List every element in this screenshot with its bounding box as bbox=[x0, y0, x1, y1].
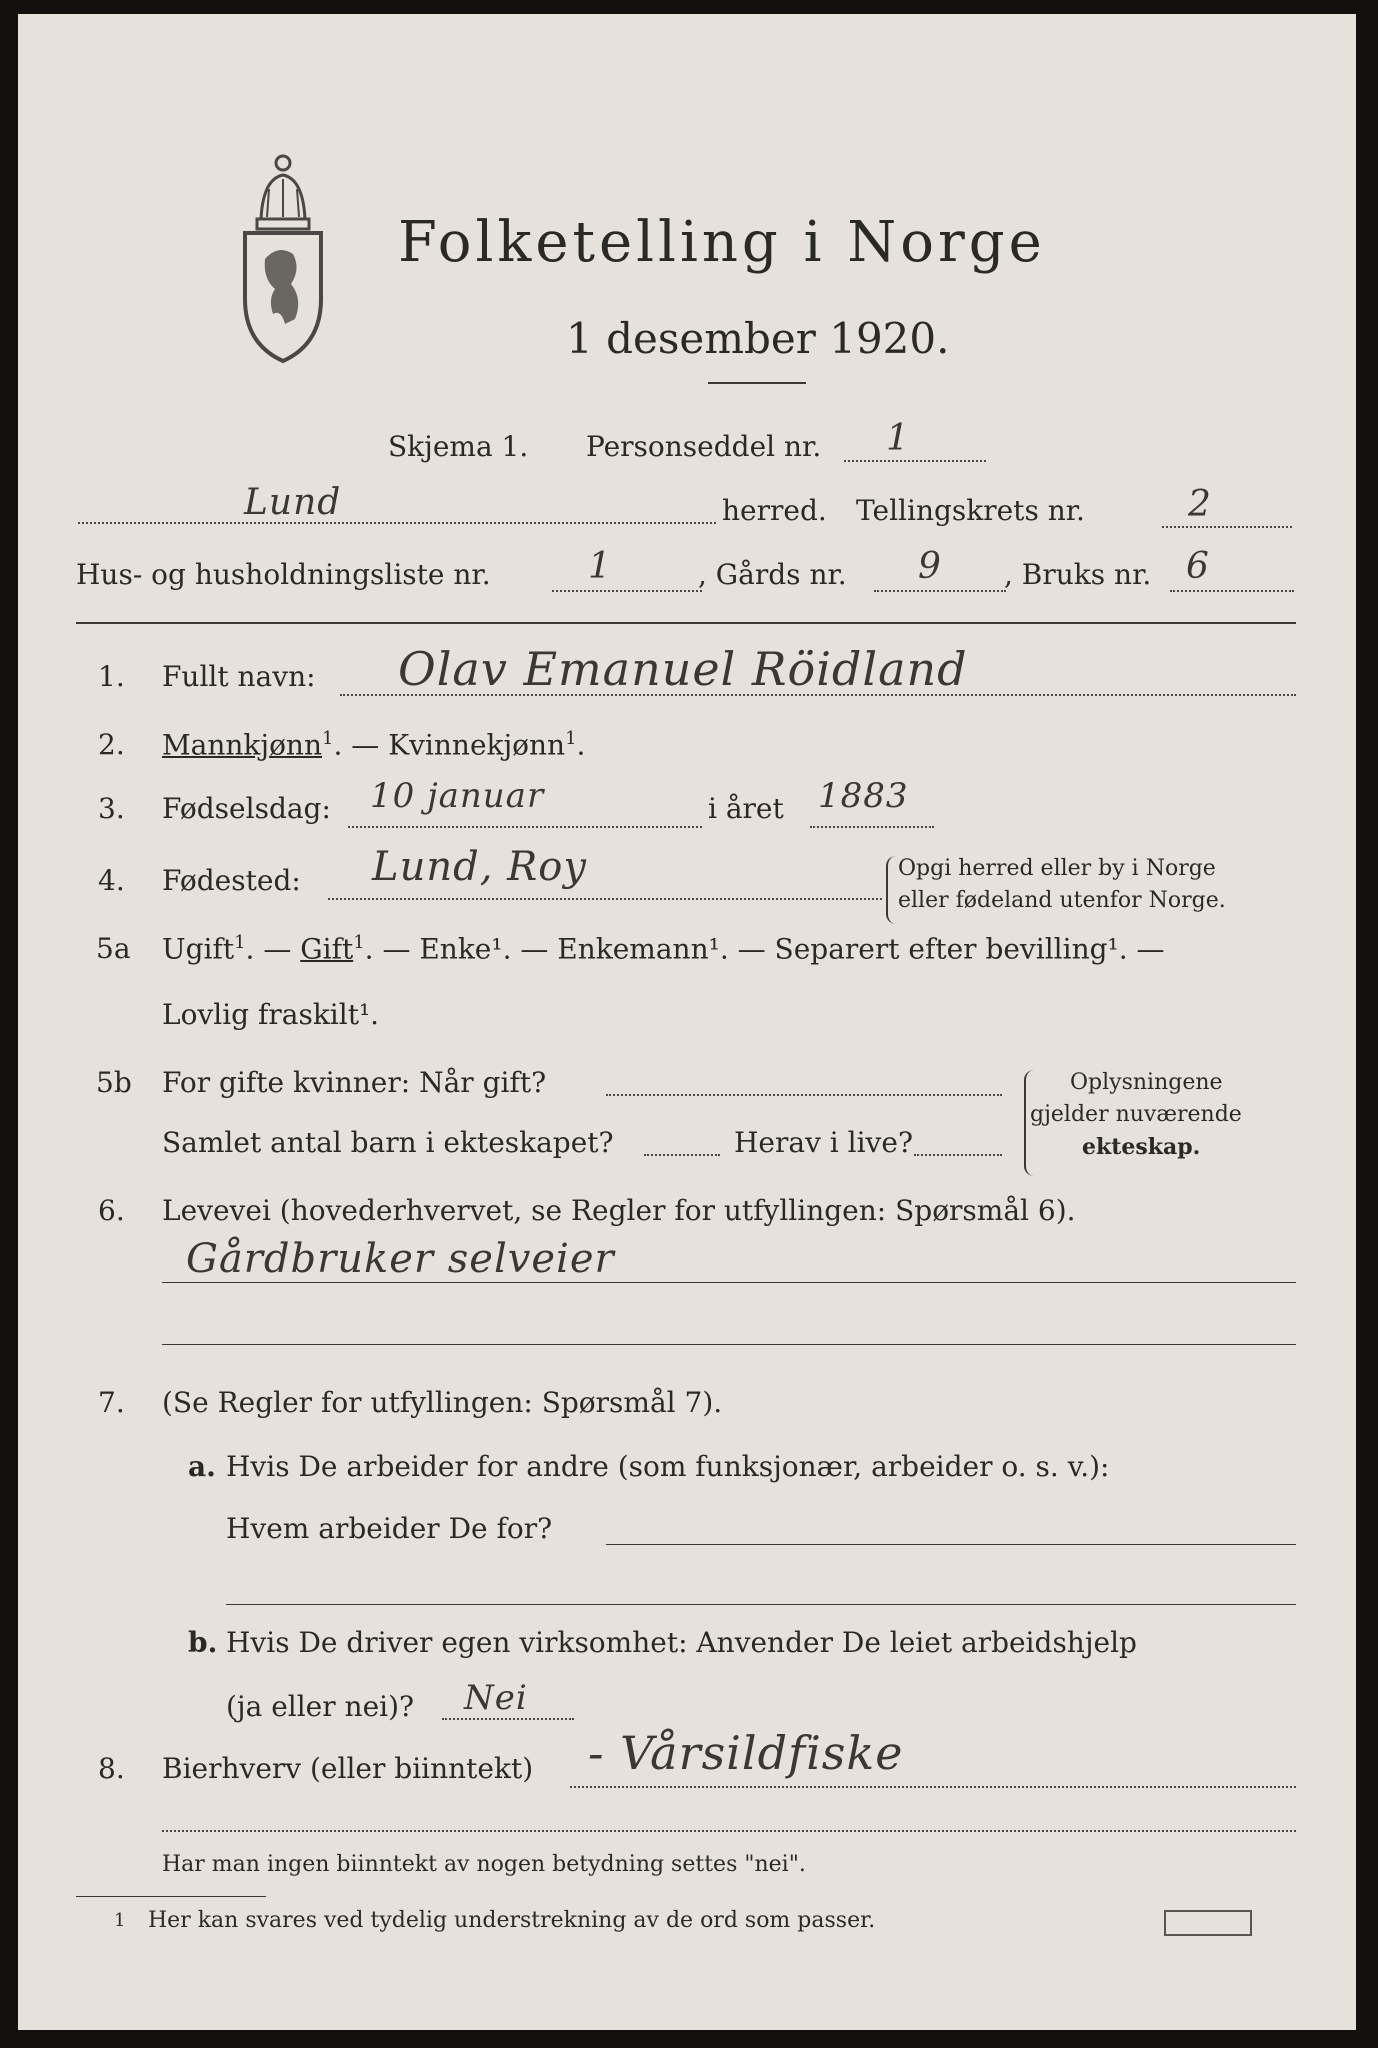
q7b-label1: Hvis De driver egen virksomhet: Anvender De leiet arbeidshjelp bbox=[226, 1626, 1137, 1659]
q6-value: Gårdbruker selveier bbox=[186, 1236, 615, 1282]
q2-female-sup: 1 bbox=[565, 728, 577, 749]
personseddel-value: 1 bbox=[886, 418, 910, 459]
q3-year-label: i året bbox=[708, 792, 784, 825]
q2-number: 2. bbox=[98, 728, 125, 761]
husliste-label: Hus- og husholdningsliste nr. bbox=[76, 558, 491, 591]
tellingskrets-line bbox=[1162, 526, 1292, 528]
husliste-line bbox=[552, 590, 702, 592]
q5a-gift-sup: 1 bbox=[353, 932, 365, 953]
q8-value: - Vårsildfiske bbox=[588, 1726, 904, 1780]
q7b-line bbox=[442, 1718, 574, 1720]
q8-note: Har man ingen biinntekt av nogen betydning settes "nei". bbox=[162, 1852, 806, 1877]
q6-label: Levevei (hovederhvervet, se Regler for utfyllingen: Spørsmål 6). bbox=[162, 1194, 1076, 1227]
q5a-dash: . — bbox=[245, 932, 292, 966]
schema-label: Skjema 1. bbox=[388, 430, 529, 463]
q5b-label1: For gifte kvinner: Når gift? bbox=[162, 1066, 547, 1099]
q4-note-line2: eller fødeland utenfor Norge. bbox=[898, 888, 1226, 913]
q7a-label2: Hvem arbeider De for? bbox=[226, 1512, 553, 1545]
q7a-letter: a. bbox=[188, 1450, 216, 1483]
q3-line bbox=[348, 826, 702, 828]
q5b-line1 bbox=[606, 1094, 1002, 1096]
q2-male-sup: 1 bbox=[322, 728, 334, 749]
q1-number: 1. bbox=[98, 660, 125, 693]
herred-value: Lund bbox=[244, 482, 342, 523]
q7b-letter: b. bbox=[188, 1626, 218, 1659]
q7b-value: Nei bbox=[464, 1678, 528, 1718]
q4-note-brace bbox=[886, 856, 896, 924]
bruks-value: 6 bbox=[1186, 546, 1210, 587]
q4-number: 4. bbox=[98, 864, 125, 897]
q5b-note2: gjelder nuværende bbox=[1030, 1102, 1242, 1127]
q3-year-value: 1883 bbox=[818, 776, 909, 816]
q7a-label1: Hvis De arbeider for andre (som funksjonær, arbeider o. s. v.): bbox=[226, 1450, 1110, 1483]
census-form bbox=[18, 14, 1356, 2030]
q8-number: 8. bbox=[98, 1752, 125, 1785]
q6-number: 6. bbox=[98, 1194, 125, 1227]
q5a-ugift-option: Ugift bbox=[162, 932, 235, 966]
q2-separator: . — bbox=[333, 728, 380, 762]
q5a-line2: Lovlig fraskilt¹. bbox=[162, 998, 380, 1031]
gards-value: 9 bbox=[918, 546, 942, 587]
tellingskrets-value: 2 bbox=[1188, 484, 1212, 525]
personseddel-label: Personseddel nr. bbox=[586, 430, 822, 463]
herred-label: herred. bbox=[722, 494, 827, 527]
q6-line2 bbox=[162, 1344, 1296, 1345]
gards-line bbox=[874, 590, 1006, 592]
q5b-line3 bbox=[914, 1154, 1002, 1156]
herred-line bbox=[78, 522, 716, 524]
q5a-other-options: . — Enke¹. — Enkemann¹. — Separert efter bevilling¹. — bbox=[364, 932, 1165, 966]
gards-label: , Gårds nr. bbox=[698, 558, 847, 591]
q3-year-line bbox=[810, 826, 934, 828]
bruks-line bbox=[1170, 590, 1294, 592]
q2-female-option: Kvinnekjønn bbox=[388, 728, 566, 762]
q5b-note3: ekteskap. bbox=[1082, 1134, 1201, 1160]
q4-note-line1: Opgi herred eller by i Norge bbox=[898, 856, 1216, 881]
q7a-line2 bbox=[226, 1604, 1296, 1605]
q5a-gift-option: Gift bbox=[300, 932, 354, 966]
footnote-mark: 1 bbox=[114, 1910, 126, 1931]
tellingskrets-label: Tellingskrets nr. bbox=[856, 494, 1085, 527]
q1-value: Olav Emanuel Röidland bbox=[398, 642, 968, 696]
q3-label: Fødselsdag: bbox=[162, 792, 331, 825]
q4-label: Fødested: bbox=[162, 864, 301, 897]
q2-end: . bbox=[576, 728, 586, 762]
q7a-line1 bbox=[606, 1544, 1296, 1545]
husliste-value: 1 bbox=[588, 546, 612, 587]
q4-line bbox=[328, 898, 882, 900]
bruks-label: , Bruks nr. bbox=[1004, 558, 1152, 591]
q5b-number: 5b bbox=[96, 1066, 132, 1099]
q5b-line2 bbox=[644, 1154, 720, 1156]
title-divider bbox=[708, 382, 806, 384]
q5a-ugift-sup: 1 bbox=[234, 932, 246, 953]
personseddel-line bbox=[844, 460, 986, 462]
footnote-divider bbox=[76, 1896, 266, 1897]
section-divider bbox=[76, 622, 1296, 624]
q5b-label3: Herav i live? bbox=[734, 1126, 913, 1159]
q3-value: 10 januar bbox=[370, 776, 545, 816]
page-subtitle: 1 desember 1920. bbox=[566, 314, 950, 363]
q5a-number: 5a bbox=[96, 932, 131, 965]
q7-label: (Se Regler for utfyllingen: Spørsmål 7). bbox=[162, 1386, 723, 1419]
q7-number: 7. bbox=[98, 1386, 125, 1419]
q6-line1 bbox=[162, 1282, 1296, 1283]
q1-label: Fullt navn: bbox=[162, 660, 316, 693]
q2-options bbox=[162, 728, 585, 761]
q5a-options bbox=[162, 932, 1165, 965]
coat-of-arms-icon bbox=[233, 149, 333, 369]
q5b-label2: Samlet antal barn i ekteskapet? bbox=[162, 1126, 614, 1159]
q8-label: Bierhverv (eller biinntekt) bbox=[162, 1752, 534, 1785]
q5b-note1: Oplysningene bbox=[1070, 1070, 1223, 1095]
q8-line2 bbox=[162, 1830, 1296, 1832]
q7b-label2: (ja eller nei)? bbox=[226, 1690, 415, 1723]
printer-stamp bbox=[1164, 1910, 1252, 1936]
page-title: Folketelling i Norge bbox=[398, 210, 1046, 275]
q4-value: Lund, Roy bbox=[372, 844, 587, 890]
q8-line bbox=[570, 1786, 1296, 1788]
q3-number: 3. bbox=[98, 792, 125, 825]
q2-male-option: Mannkjønn bbox=[162, 728, 323, 762]
footnote-text: Her kan svares ved tydelig understrekning av de ord som passer. bbox=[148, 1908, 876, 1933]
